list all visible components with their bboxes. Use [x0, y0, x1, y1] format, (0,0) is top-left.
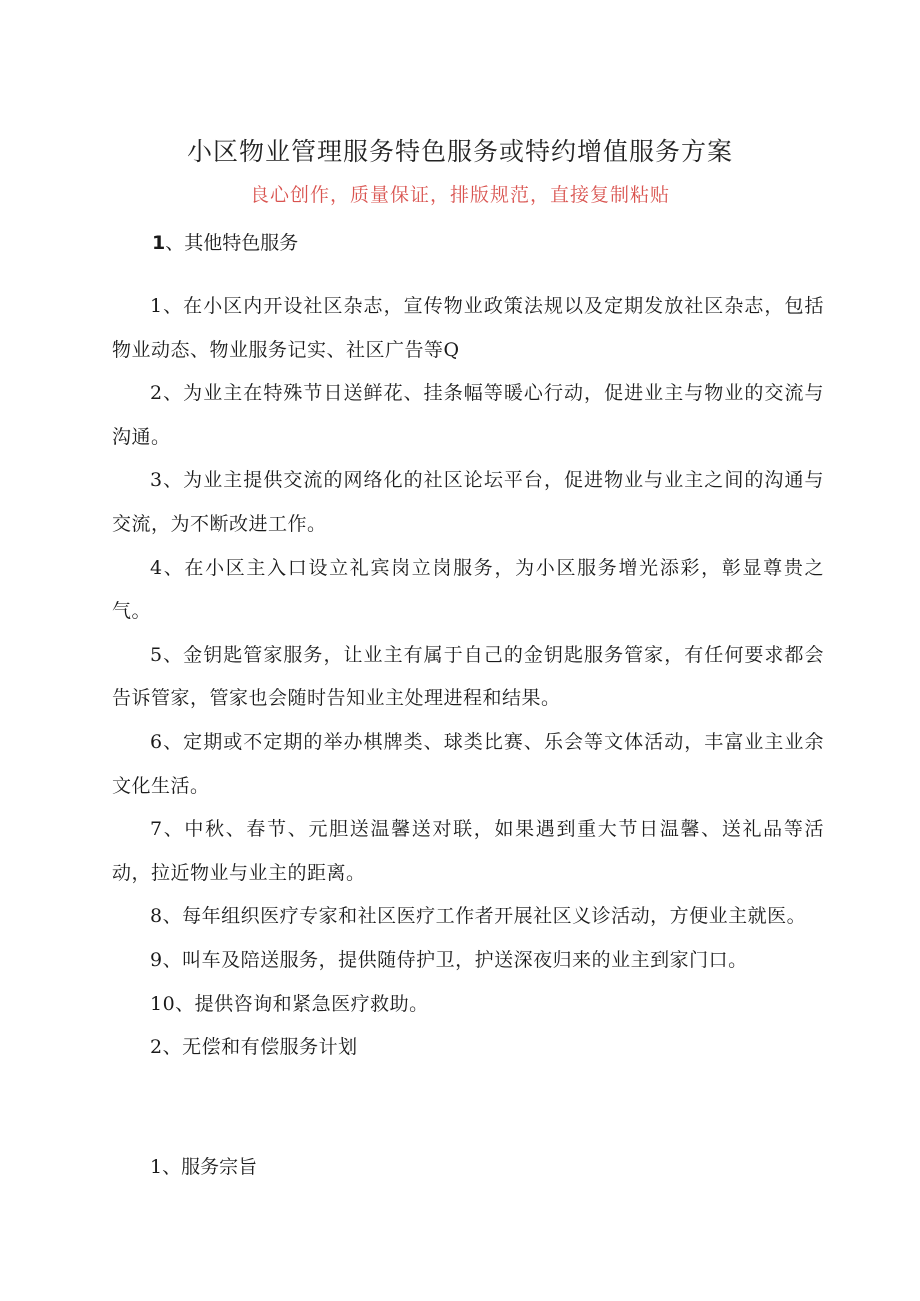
- list-item: 10、提供咨询和紧急医疗救助。: [150, 992, 429, 1015]
- list-item: 8、每年组织医疗专家和社区医疗工作者开展社区义诊活动，方便业主就医。: [150, 905, 807, 928]
- list-item: 7、中秋、春节、元胆送温馨送对联，如果遇到重大节日温馨、送礼品等活动，拉近物业与业主的距离。: [112, 818, 824, 884]
- list-item: 5、金钥匙管家服务，让业主有属于自己的金钥匙服务管家，有任何要求都会告诉管家，管家也会随时告知业主处理进程和结果。: [112, 643, 824, 710]
- list-item: 1、在小区内开设社区杂志，宣传物业政策法规以及定期发放社区杂志，包括物业动态、物业服务记实、社区广告等Q: [112, 295, 824, 361]
- section-heading-2: 2、无偿和有偿服务计划: [150, 1036, 358, 1059]
- document-subtitle: 良心创作，质量保证，排版规范，直接复制粘贴: [249, 184, 670, 206]
- section-number: 1: [152, 232, 166, 254]
- list-item: 4、在小区主入口设立礼宾岗立岗服务，为小区服务增光添彩，彰显尊贵之气。: [112, 556, 824, 623]
- list-item: 2、为业主在特殊节日送鲜花、挂条幅等暖心行动，促进业主与物业的交流与沟通。: [112, 382, 824, 448]
- section-title: 、其他特色服务: [165, 232, 299, 254]
- list-item: 9、叫车及陪送服务，提供随侍护卫，护送深夜归来的业主到家门口。: [150, 948, 748, 971]
- subsection-heading: 1、服务宗旨: [150, 1156, 258, 1178]
- list-item: 3、为业主提供交流的网络化的社区论坛平台，促进物业与业主之间的沟通与交流，为不断改进工作。: [112, 469, 824, 535]
- list-item: 6、定期或不定期的举办棋牌类、球类比赛、乐会等文体活动，丰富业主业余文化生活。: [112, 730, 824, 797]
- section-heading-1: [152, 228, 298, 255]
- document-title: 小区物业管理服务特色服务或特约增值服务方案: [186, 137, 733, 166]
- feature-list: [112, 285, 824, 1070]
